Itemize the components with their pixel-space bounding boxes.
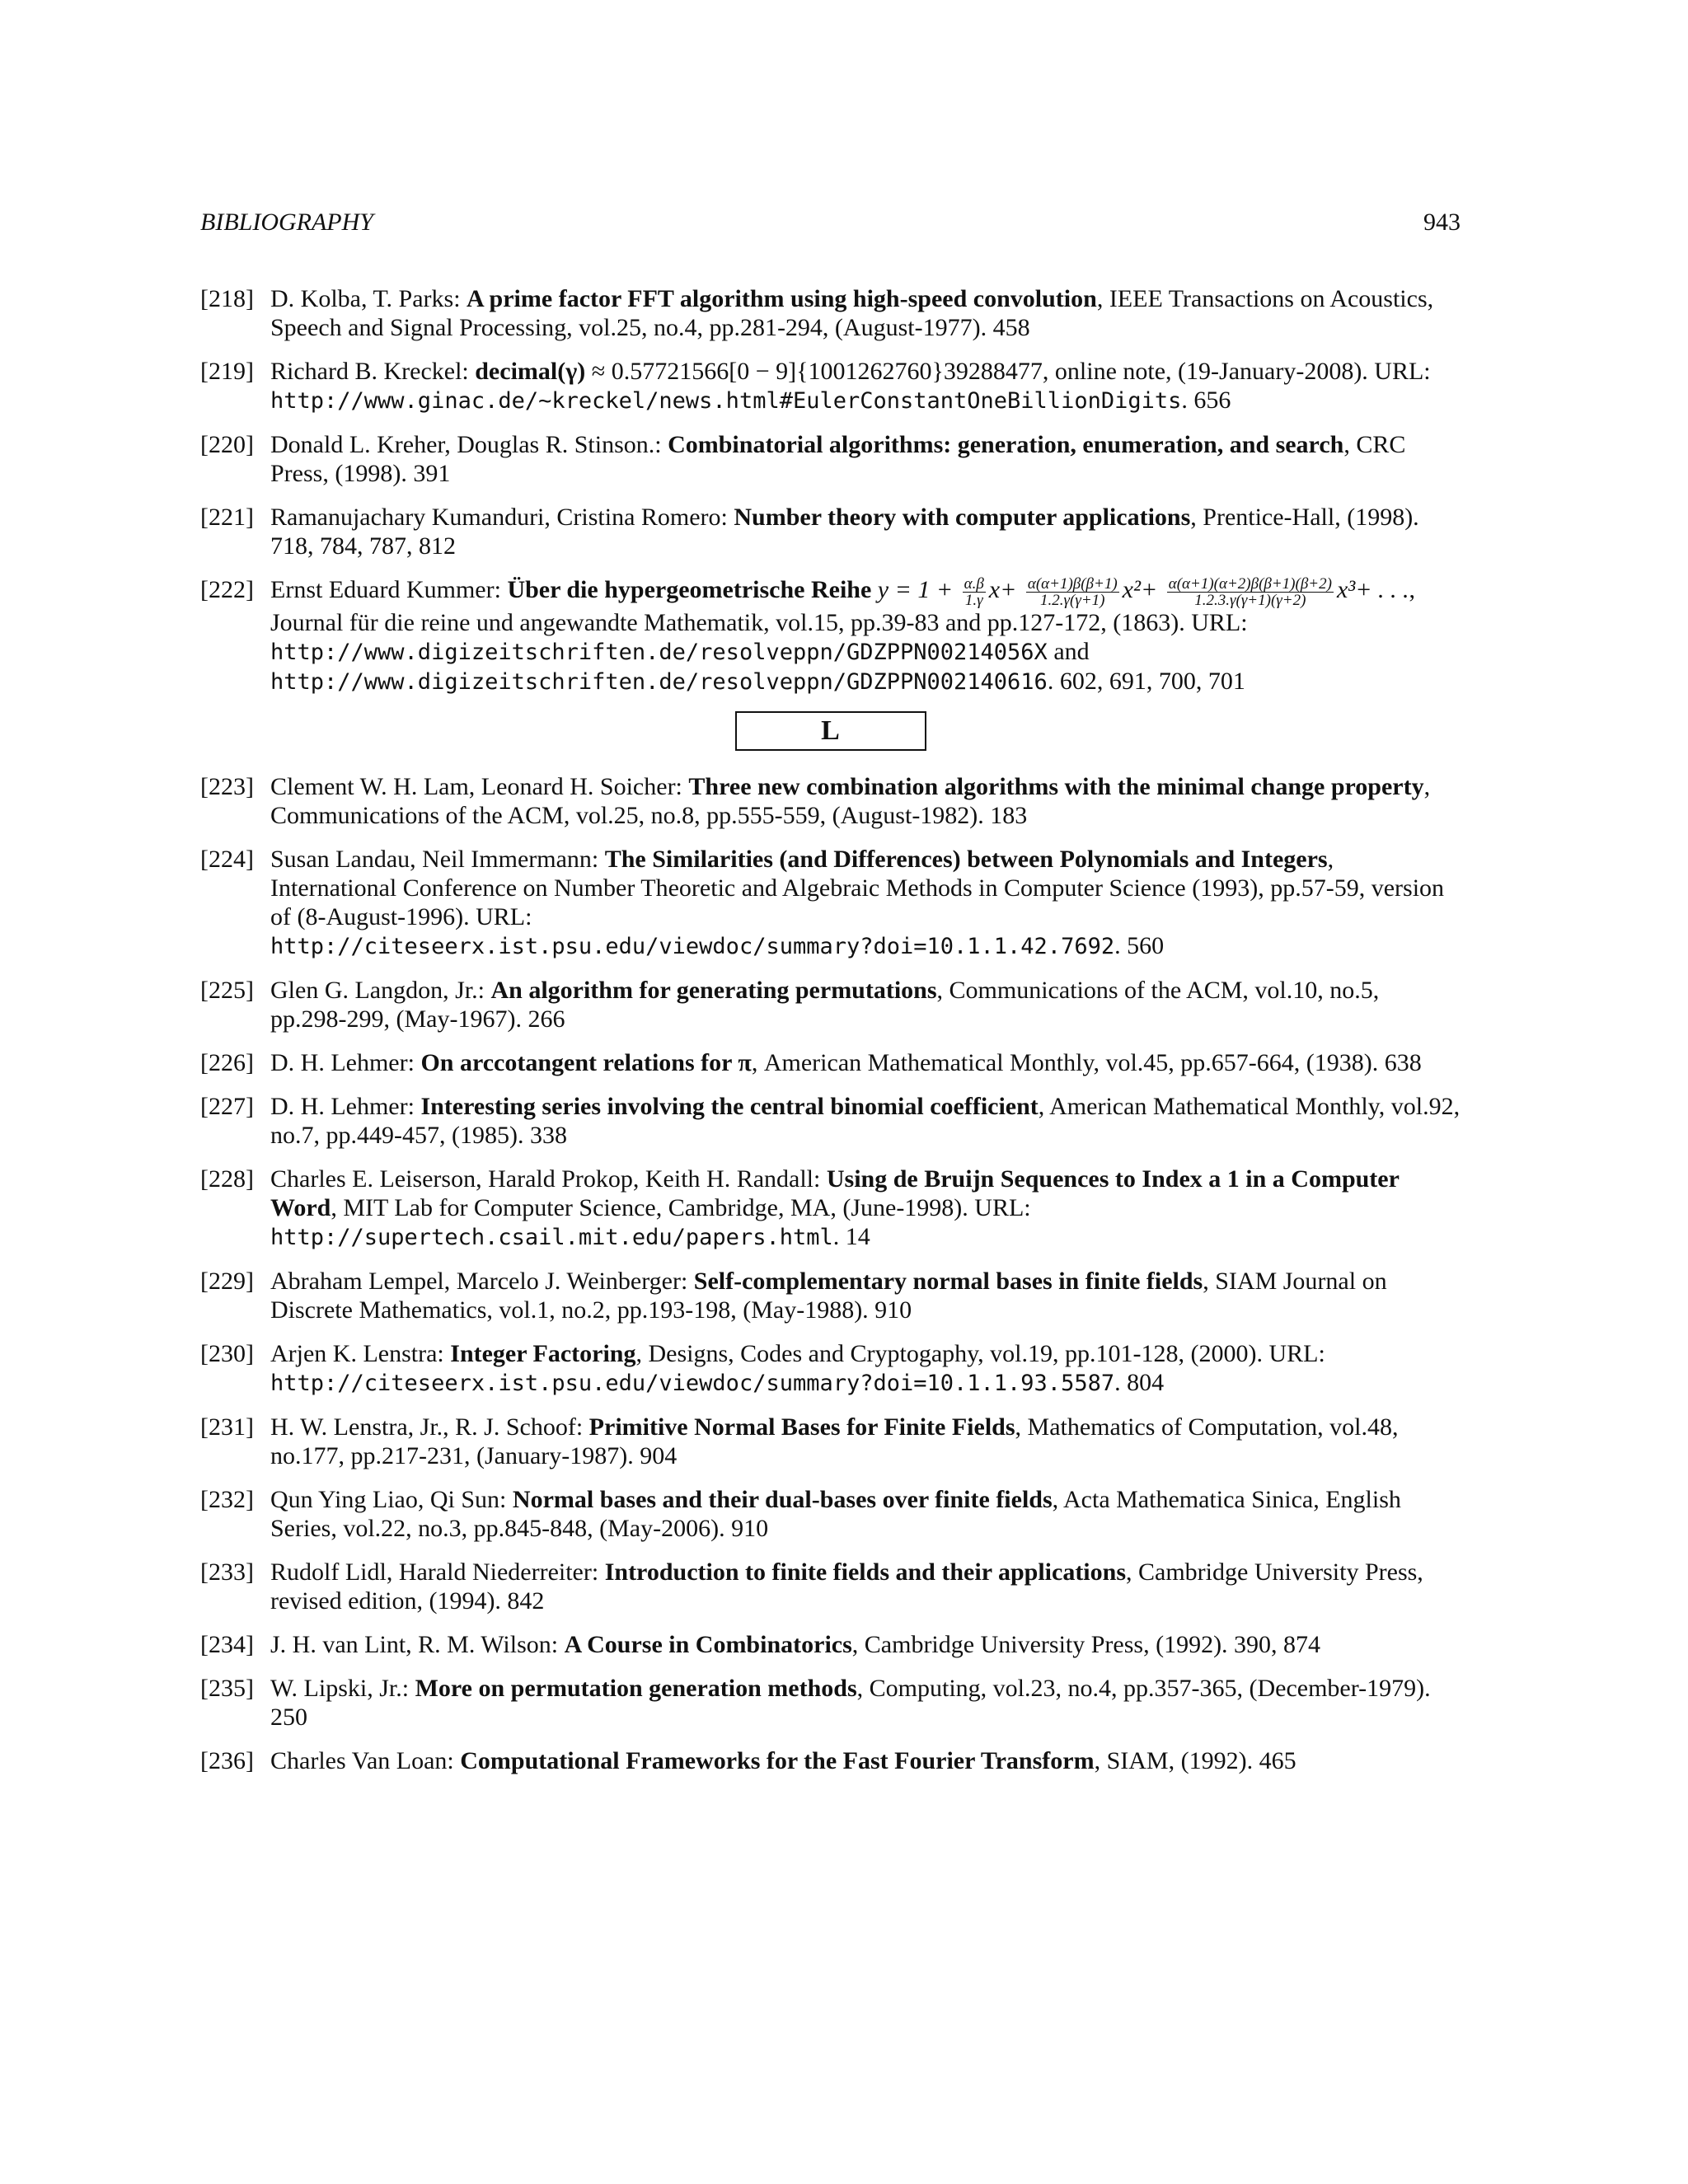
reference-authors: D. Kolba, T. Parks: (270, 285, 467, 312)
reference-list (200, 284, 1461, 1790)
reference-title: Using de Bruijn Sequences to Index a 1 in a Computer Word (270, 1165, 1400, 1221)
reference-title: On arccotangent relations for π (420, 1048, 752, 1076)
reference-url-link[interactable]: http://www.digizeitschriften.de/resolveppn/GDZPPN00214056X (270, 639, 1048, 665)
reference-entry (200, 284, 1461, 342)
reference-pages: . 14 (832, 1222, 870, 1250)
reference-body (270, 1048, 1461, 1077)
reference-authors: Clement W. H. Lam, Leonard H. Soicher: (270, 772, 689, 800)
fraction-numerator: α(α+1)(α+2)β(β+1)(β+2) (1168, 574, 1332, 593)
reference-body (270, 1165, 1461, 1252)
reference-body (270, 503, 1461, 560)
reference-title: An algorithm for generating permutations (490, 976, 937, 1004)
reference-number: [235] (200, 1674, 254, 1702)
reference-url-link[interactable]: http://citeseerx.ist.psu.edu/viewdoc/summary?doi=10.1.1.42.7692 (270, 933, 1115, 959)
reference-entry (200, 1267, 1461, 1324)
reference-title: A Course in Combinatorics (564, 1630, 852, 1658)
reference-entry (200, 1746, 1461, 1775)
reference-number: [236] (200, 1746, 254, 1774)
reference-authors: Charles E. Leiserson, Harald Prokop, Keith H. Randall: (270, 1165, 827, 1193)
reference-number: [221] (200, 504, 254, 531)
reference-body (270, 1746, 1461, 1775)
reference-body (270, 845, 1461, 961)
reference-title: Three new combination algorithms with the minimal change property (688, 772, 1424, 800)
reference-entry (200, 976, 1461, 1033)
reference-title: A prime factor FFT algorithm using high-speed convolution (467, 285, 1097, 312)
fraction-numerator: α(α+1)β(β+1) (1027, 574, 1118, 593)
reference-body (270, 1558, 1461, 1615)
reference-entry (200, 575, 1461, 696)
reference-body (270, 575, 1461, 696)
running-title: BIBLIOGRAPHY (200, 209, 373, 236)
reference-entry (200, 430, 1461, 488)
formula-term: x²+ (1122, 576, 1158, 603)
reference-authors: Ernst Eduard Kummer: (270, 576, 508, 603)
reference-entry (200, 1413, 1461, 1470)
reference-title: Über die hypergeometrische Reihe (507, 576, 872, 603)
reference-number: [224] (200, 845, 254, 873)
reference-number: [225] (200, 976, 254, 1004)
reference-title: The Similarities (and Differences) between Polynomials and Integers (604, 845, 1328, 873)
reference-authors: W. Lipski, Jr.: (270, 1674, 415, 1702)
reference-number: [222] (200, 576, 254, 603)
reference-authors: J. H. van Lint, R. M. Wilson: (270, 1630, 565, 1658)
formula-term: x+ (988, 576, 1017, 603)
reference-pages: . 804 (1114, 1368, 1165, 1396)
reference-authors: Charles Van Loan: (270, 1746, 461, 1774)
reference-details: , International Conference on Number Theoretic and Algebraic Methods in Computer Science (1993), pp.57-59, version of (8-August-1996). URL: (270, 845, 1445, 930)
reference-details: , Journal für die reine und angewandte Mathematik, vol.15, pp.39-83 and pp.127-172, (1863). URL: (270, 576, 1416, 636)
fraction-denominator: 1.2.3.γ(γ+1)(γ+2) (1194, 591, 1306, 609)
reference-body (270, 1485, 1461, 1543)
reference-title: Normal bases and their dual-bases over finite fields (512, 1485, 1053, 1513)
reference-details: , CRC Press, (1998). 391 (270, 431, 1406, 487)
reference-title: Combinatorial algorithms: generation, enumeration, and search (668, 431, 1344, 458)
reference-entry (200, 1092, 1461, 1150)
reference-url-link[interactable]: http://www.digizeitschriften.de/resolveppn/GDZPPN002140616 (270, 668, 1048, 695)
reference-number: [234] (200, 1630, 254, 1658)
reference-body (270, 976, 1461, 1033)
reference-title: Primitive Normal Bases for Finite Fields (588, 1413, 1015, 1441)
reference-entry (200, 1048, 1461, 1077)
reference-number: [220] (200, 431, 254, 458)
reference-details: , Designs, Codes and Cryptogaphy, vol.19, pp.101-128, (2000). URL: (635, 1339, 1325, 1367)
reference-number: [226] (200, 1048, 254, 1076)
reference-entry (200, 1558, 1461, 1615)
reference-title: Self-complementary normal bases in finite fields (693, 1267, 1203, 1295)
reference-body (270, 1092, 1461, 1150)
reference-body (270, 357, 1461, 415)
reference-authors: Richard B. Kreckel: (270, 358, 476, 385)
reference-authors: Donald L. Kreher, Douglas R. Stinson.: (270, 431, 668, 458)
section-divider (200, 711, 1461, 751)
reference-body (270, 772, 1461, 830)
reference-entry (200, 845, 1461, 961)
reference-title: Number theory with computer applications (734, 504, 1191, 531)
reference-details: , Communications of the ACM, vol.10, no.5, pp.298-299, (May-1967). 266 (270, 976, 1380, 1033)
reference-body (270, 1267, 1461, 1324)
reference-number: [233] (200, 1558, 254, 1586)
reference-details: , Cambridge University Press, (1992). 390, 874 (851, 1630, 1321, 1658)
reference-details: , Communications of the ACM, vol.25, no.8, pp.555-559, (August-1982). 183 (270, 772, 1431, 829)
reference-title: decimal(γ) (475, 358, 586, 385)
reference-authors: H. W. Lenstra, Jr., R. J. Schoof: (270, 1413, 589, 1441)
reference-authors: Ramanujachary Kumanduri, Cristina Romero: (270, 504, 734, 531)
reference-title: Introduction to finite fields and their applications (604, 1558, 1127, 1586)
reference-url-link[interactable]: http://www.ginac.de/~kreckel/news.html#EulerConstantOneBillionDigits (270, 388, 1182, 414)
reference-details: , MIT Lab for Computer Science, Cambridge, MA, (June-1998). URL: (331, 1193, 1031, 1221)
reference-url-link[interactable]: http://supertech.csail.mit.edu/papers.html (270, 1224, 833, 1250)
reference-pages: . 656 (1181, 387, 1231, 414)
reference-entry (200, 503, 1461, 560)
reference-entry (200, 772, 1461, 830)
reference-number: [230] (200, 1339, 254, 1367)
reference-details: , SIAM Journal on Discrete Mathematics, vol.1, no.2, pp.193-198, (May-1988). 910 (270, 1267, 1387, 1324)
page-number: 943 (1423, 209, 1461, 236)
reference-details: , American Mathematical Monthly, vol.92, no.7, pp.449-457, (1985). 338 (270, 1092, 1461, 1149)
reference-authors: D. H. Lehmer: (270, 1048, 421, 1076)
reference-title: More on permutation generation methods (415, 1674, 857, 1702)
formula-term: x³+ . . . (1336, 576, 1409, 603)
reference-details: , American Mathematical Monthly, vol.45, pp.657-664, (1938). 638 (751, 1048, 1422, 1076)
reference-title: Interesting series involving the central binomial coefficient (420, 1092, 1039, 1120)
section-letter-box: L (735, 711, 926, 751)
fraction-denominator: 1.γ (964, 591, 983, 609)
reference-details: , Acta Mathematica Sinica, English Series, vol.22, no.3, pp.845-848, (May-2006). 910 (270, 1485, 1401, 1542)
reference-authors: D. H. Lehmer: (270, 1092, 421, 1120)
reference-body (270, 1674, 1461, 1732)
reference-details: , IEEE Transactions on Acoustics, Speech and Signal Processing, vol.25, no.4, pp.281-294, (August-1977). 458 (270, 285, 1434, 341)
reference-authors: Qun Ying Liao, Qi Sun: (270, 1485, 513, 1513)
reference-body (270, 1339, 1461, 1398)
reference-details: , SIAM, (1992). 465 (1094, 1746, 1296, 1774)
reference-entry (200, 357, 1461, 415)
reference-details: , Mathematics of Computation, vol.48, no.177, pp.217-231, (January-1987). 904 (270, 1413, 1399, 1469)
reference-details: ≈ 0.57721566[0 − 9]{1001262760}39288477, online note, (19-January-2008). URL: (585, 358, 1431, 385)
reference-number: [231] (200, 1413, 254, 1441)
reference-authors: Glen G. Langdon, Jr.: (270, 976, 491, 1004)
reference-body (270, 430, 1461, 488)
reference-number: [223] (200, 772, 254, 800)
reference-authors: Arjen K. Lenstra: (270, 1339, 451, 1367)
reference-entry (200, 1630, 1461, 1659)
formula-fraction (963, 576, 986, 608)
formula-fraction (1026, 576, 1119, 608)
reference-number: [232] (200, 1485, 254, 1513)
formula-fraction (1167, 576, 1334, 608)
reference-authors: Abraham Lempel, Marcelo J. Weinberger: (270, 1267, 694, 1295)
reference-details: , Prentice-Hall, (1998). 718, 784, 787, 812 (270, 504, 1419, 560)
reference-body (270, 1413, 1461, 1470)
reference-connector: and (1047, 637, 1090, 665)
reference-entry (200, 1339, 1461, 1398)
formula-start: y = 1 + (877, 576, 954, 603)
reference-authors: Susan Landau, Neil Immermann: (270, 845, 605, 873)
reference-entry (200, 1485, 1461, 1543)
reference-body (270, 284, 1461, 342)
fraction-numerator: α.β (964, 574, 984, 593)
reference-body (270, 1630, 1461, 1659)
reference-number: [229] (200, 1267, 254, 1295)
reference-title: Computational Frameworks for the Fast Fourier Transform (460, 1746, 1095, 1774)
reference-entry (200, 1674, 1461, 1732)
reference-url-link[interactable]: http://citeseerx.ist.psu.edu/viewdoc/summary?doi=10.1.1.93.5587 (270, 1370, 1115, 1396)
reference-authors: Rudolf Lidl, Harald Niederreiter: (270, 1558, 605, 1586)
page-header (200, 206, 1461, 239)
reference-details: , Computing, vol.23, no.4, pp.357-365, (December-1979). 250 (270, 1674, 1431, 1731)
fraction-denominator: 1.2.γ(γ+1) (1040, 591, 1105, 609)
reference-pages: . 560 (1114, 931, 1165, 959)
reference-number: [228] (200, 1165, 254, 1193)
reference-title: Integer Factoring (450, 1339, 636, 1367)
reference-number: [227] (200, 1092, 254, 1120)
reference-details: , Cambridge University Press, revised edition, (1994). 842 (270, 1558, 1423, 1615)
reference-number: [218] (200, 285, 254, 312)
reference-number: [219] (200, 358, 254, 385)
reference-entry (200, 1165, 1461, 1252)
reference-pages: . 602, 691, 700, 701 (1047, 667, 1245, 695)
